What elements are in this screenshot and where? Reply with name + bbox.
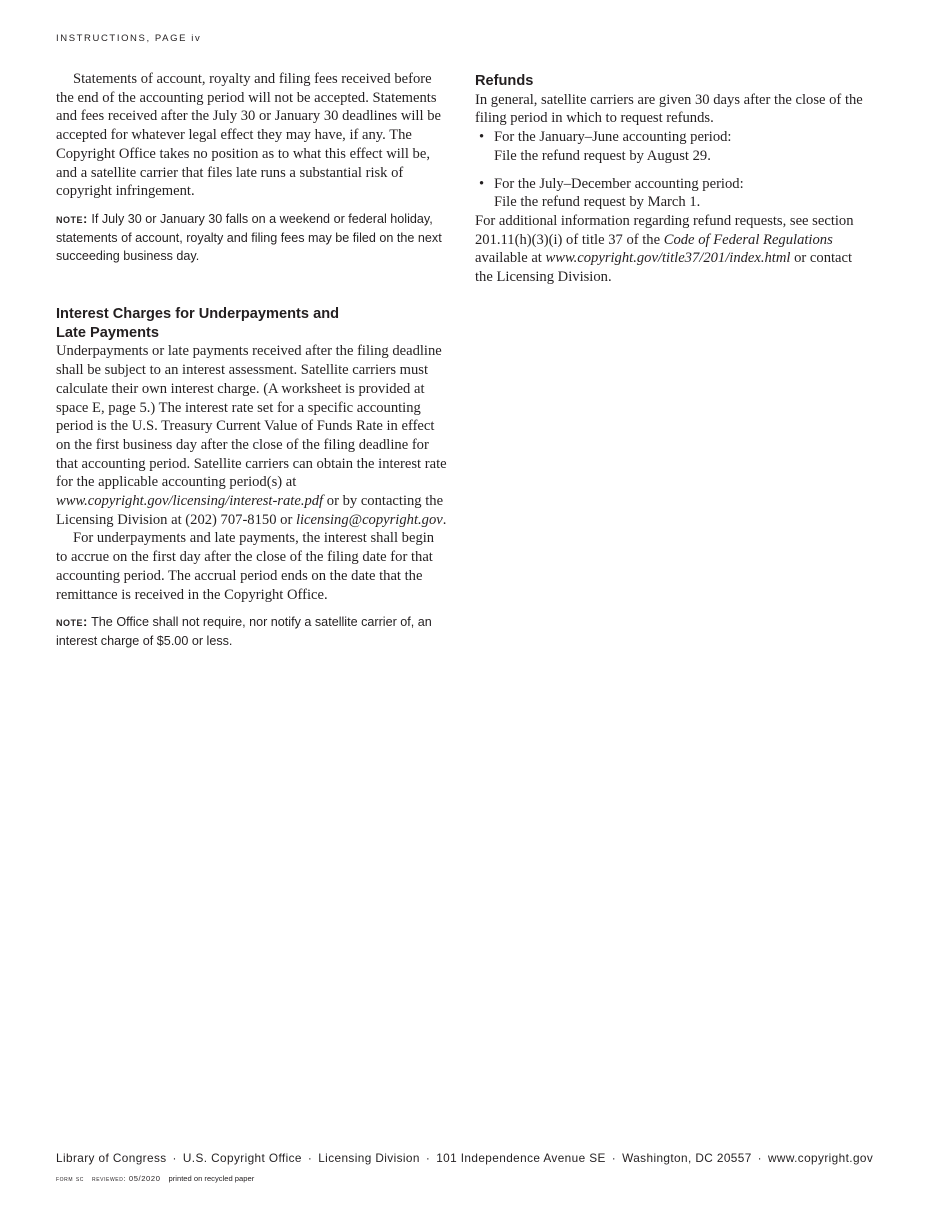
refunds-heading: Refunds [475,73,534,89]
interest-heading [56,305,448,342]
footer-separator: · [757,1151,763,1165]
list-item [475,175,867,212]
reviewed-date: reviewed: 05/2020 [91,1174,161,1183]
running-head: INSTRUCTIONS, PAGE iv [56,33,202,44]
footer-item: Library of Congress [56,1151,167,1165]
left-column [56,70,448,651]
bullet-icon: • [479,129,485,146]
interest-heading-line1: Interest Charges for Underpayments and [56,306,340,323]
footer-item: 101 Independence Avenue SE [436,1151,606,1165]
right-column [475,70,867,287]
refund-info-paragraph [475,212,867,287]
list-item-line1: For the July–December accounting period: [494,175,744,192]
note-text: The Office shall not require, nor notify a satellite carrier of, an interest charge of $5.00 or less. [56,615,432,648]
title37-link[interactable]: www.copyright.gov/title37/201/index.html [545,250,791,267]
refund-info-text-cont: available at [475,250,546,267]
footer-website-link[interactable]: www.copyright.gov [768,1151,874,1165]
recycled-paper-note: printed on recycled paper [168,1174,255,1183]
refund-info-text: For additional information regarding refund requests, see section 201.11(h)(3)(i) of title 37 of the [475,212,854,248]
refund-info-text-end: or contact the Licensing Division. [475,250,853,286]
form-id: form sc [56,1174,84,1183]
footer-separator: · [425,1151,431,1165]
list-item-line2: File the refund request by August 29. [494,147,711,164]
colophon [56,1174,254,1183]
footer-item: U.S. Copyright Office [182,1151,302,1165]
interest-heading-line2: Late Payments [56,324,160,341]
interest-paragraph [56,342,448,529]
list-item-line2: File the refund request by March 1. [494,194,701,211]
refunds-paragraph: In general, satellite carriers are given 30 days after the close of the filing period in which to request refunds. [475,91,863,127]
interest-text: Underpayments or late payments received after the filing deadline shall be subject to an interest assessment. Satellite carriers must calculate their own interest charge. (A worksheet is provided at space E, page 5.) The interest rate set for a specific accounting period is the U.S. Treasury Current Value of Funds Rate in effect on the first business day after the close of the filing deadline for that accounting period. Satellite carriers can obtain the interest rate for the applicable accounting period(s) at [56,343,447,491]
footer-separator: · [307,1151,313,1165]
note-label: note: [56,614,88,630]
footer-item: Licensing Division [318,1151,420,1165]
interest-rate-link[interactable]: www.copyright.gov/licensing/interest-rate.pdf [56,493,324,510]
bullet-icon: • [479,175,485,192]
licensing-email-link[interactable]: licensing@copyright.gov [295,511,443,528]
footer-address [56,1151,873,1165]
footer-item: Washington, DC 20557 [622,1151,752,1165]
refund-deadlines-list [475,128,867,212]
note-text: If July 30 or January 30 falls on a weekend or federal holiday, statements of account, royalty and filing fees may be filed on the next succeeding business day. [56,211,442,264]
note-label: note: [56,210,88,226]
footer-separator: · [172,1151,177,1165]
minimum-charge-note [56,613,448,650]
late-filing-paragraph: Statements of account, royalty and filing fees received before the end of the accounting period will not be accepted. Statements and fees received after the July 30 or January 30 deadlines will be accepted for whatever legal effect they may have, if any. The Copyright Office takes no position as to what this effect will be, and a satellite carrier that files late runs a substantial risk of copyright infringement. [56,71,441,200]
interest-text-cont: or by contacting the Licensing Division at (202) 707-8150 or [56,493,444,528]
cfr-title: Code of Federal Regulations [663,231,833,248]
interest-text-end: . [442,511,447,528]
list-item-line1: For the January–June accounting period: [494,129,732,146]
holiday-note [56,210,448,266]
footer-separator: · [611,1151,617,1165]
list-item [475,128,867,165]
accrual-paragraph: For underpayments and late payments, the interest shall begin to accrue on the first day after the close of the filing date for that accounting period. The accrual period ends on the date that the remittance is received in the Copyright Office. [56,530,435,603]
